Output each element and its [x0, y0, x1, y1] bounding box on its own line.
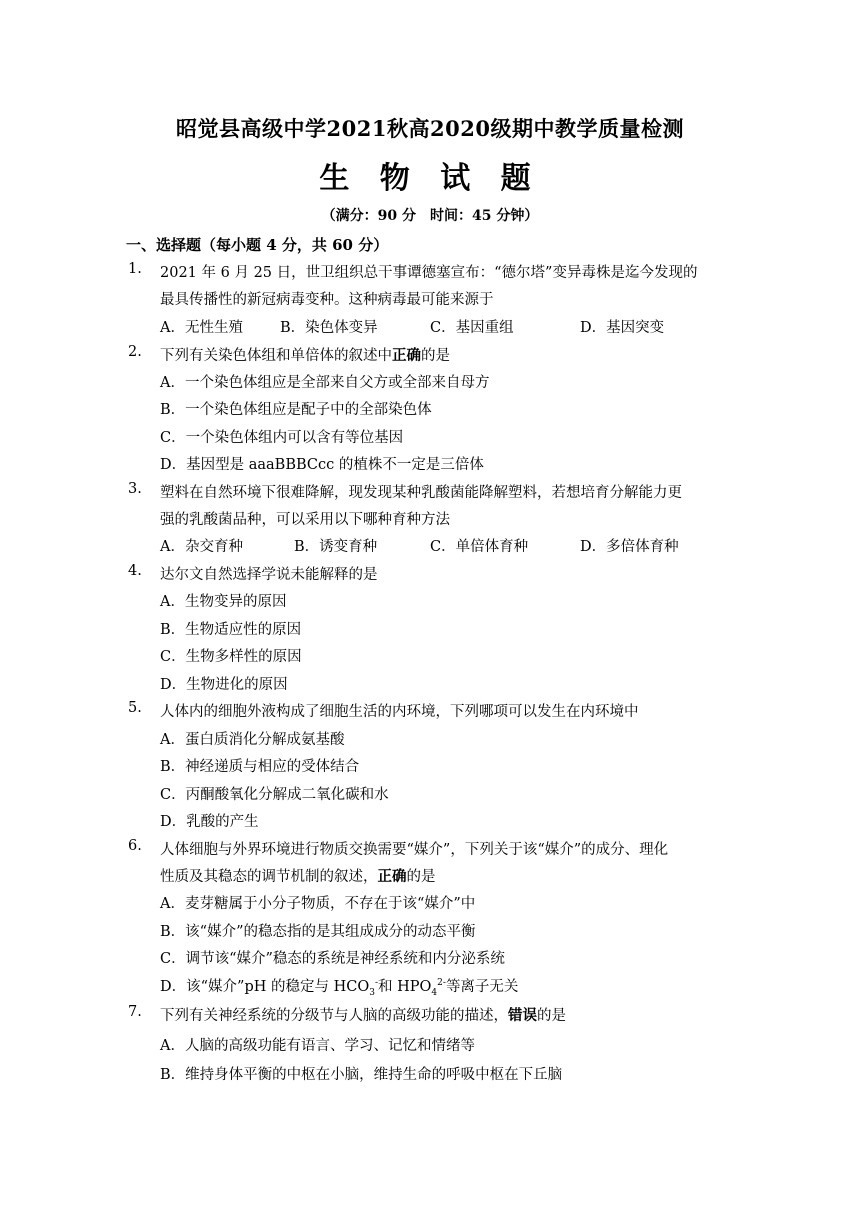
question-number-1: 1. [128, 261, 142, 277]
question-6-option-d: D．该“媒介”pH 的稳定与 $HCO_3^-$和 $HPO_4^{2-}$等离子无关 [160, 978, 519, 998]
question-7-option-b: B．维持身体平衡的中枢在小脑，维持生命的呼吸中枢在下丘脑 [160, 1067, 563, 1083]
question-6-option-c: C．调节该“媒介”稳态的系统是神经系统和内分泌系统 [160, 951, 505, 967]
question-2-option-c: C．一个染色体组内可以含有等位基因 [160, 430, 404, 446]
section-heading: 一、选择题（每小题 4 分，共 60 分） [126, 236, 389, 254]
subject-title: 生 物 试 题 [319, 161, 541, 196]
question-7-stem: 下列有关神经系统的分级节与人脑的高级功能的描述，错误的是 [160, 1007, 566, 1024]
question-1-line-2: 最具传播性的新冠病毒变种。这种病毒最可能来源于 [160, 292, 494, 308]
question-2-option-b: B．一个染色体组应是配子中的全部染色体 [160, 402, 432, 418]
question-2-option-d: D．基因型是 aaaBBBCcc 的植株不一定是三倍体 [160, 457, 484, 473]
question-3-line-1: 塑料在自然环境下很难降解，现发现某种乳酸菌能降解塑料，若想培育分解能力更 [160, 485, 682, 501]
question-7-option-a: A．人脑的高级功能有语言、学习、记忆和情绪等 [160, 1038, 475, 1054]
question-5-option-b: B．神经递质与相应的受体结合 [160, 759, 360, 775]
exam-meta: （满分：90 分 时间：45 分钟） [321, 208, 539, 224]
question-number-7: 7. [128, 1004, 142, 1020]
question-5-option-c: C．丙酮酸氧化分解成二氧化碳和水 [160, 787, 389, 803]
question-5-option-d: D．乳酸的产生 [160, 814, 259, 830]
question-6-line-1: 人体细胞与外界环境进行物质交换需要“媒介”，下列关于该“媒介”的成分、理化 [160, 842, 669, 858]
question-1-option-c: C．基因重组 [430, 320, 514, 336]
question-6-option-b: B．该“媒介”的稳态指的是其组成成分的动态平衡 [160, 924, 476, 940]
question-number-3: 3. [128, 481, 142, 497]
question-4-option-b: B．生物适应性的原因 [160, 622, 302, 638]
question-1-option-d: D．基因突变 [580, 320, 665, 336]
question-3-line-2: 强的乳酸菌品种，可以采用以下哪种育种方法 [160, 512, 450, 528]
question-number-5: 5. [128, 700, 142, 716]
question-5-option-a: A．蛋白质消化分解成氨基酸 [160, 732, 345, 748]
question-3-option-c: C．单倍体育种 [430, 539, 529, 555]
question-number-4: 4. [128, 563, 142, 579]
question-2-stem: 下列有关染色体组和单倍体的叙述中正确的是 [160, 347, 450, 364]
question-4-option-c: C．生物多样性的原因 [160, 649, 302, 665]
question-2-option-a: A．一个染色体组应是全部来自父方或全部来自母方 [160, 375, 490, 391]
question-number-2: 2. [128, 344, 142, 360]
question-6-option-a: A．麦芽糖属于小分子物质，不存在于该“媒介”中 [160, 896, 476, 912]
question-3-option-d: D．多倍体育种 [580, 539, 679, 555]
question-1-option-a: A．无性生殖 [160, 320, 243, 336]
question-4-option-a: A．生物变异的原因 [160, 594, 287, 610]
question-4-option-d: D．生物进化的原因 [160, 677, 288, 693]
question-4-stem: 达尔文自然选择学说未能解释的是 [160, 567, 378, 583]
question-1-option-b: B．染色体变异 [280, 320, 378, 336]
question-1-line-1: 2021 年 6 月 25 日，世卫组织总干事谭德塞宣布：“德尔塔”变异毒株是迄今发现的 [160, 265, 698, 281]
question-3-option-a: A．杂交育种 [160, 539, 243, 555]
question-6-line-2: 性质及其稳态的调节机制的叙述，正确的是 [160, 868, 436, 885]
school-title: 昭觉县高级中学2021秋高2020级期中教学质量检测 [176, 116, 684, 141]
question-5-stem: 人体内的细胞外液构成了细胞生活的内环境，下列哪项可以发生在内环境中 [160, 704, 639, 720]
question-number-6: 6. [128, 838, 142, 854]
question-3-option-b: B．诱变育种 [294, 539, 378, 555]
